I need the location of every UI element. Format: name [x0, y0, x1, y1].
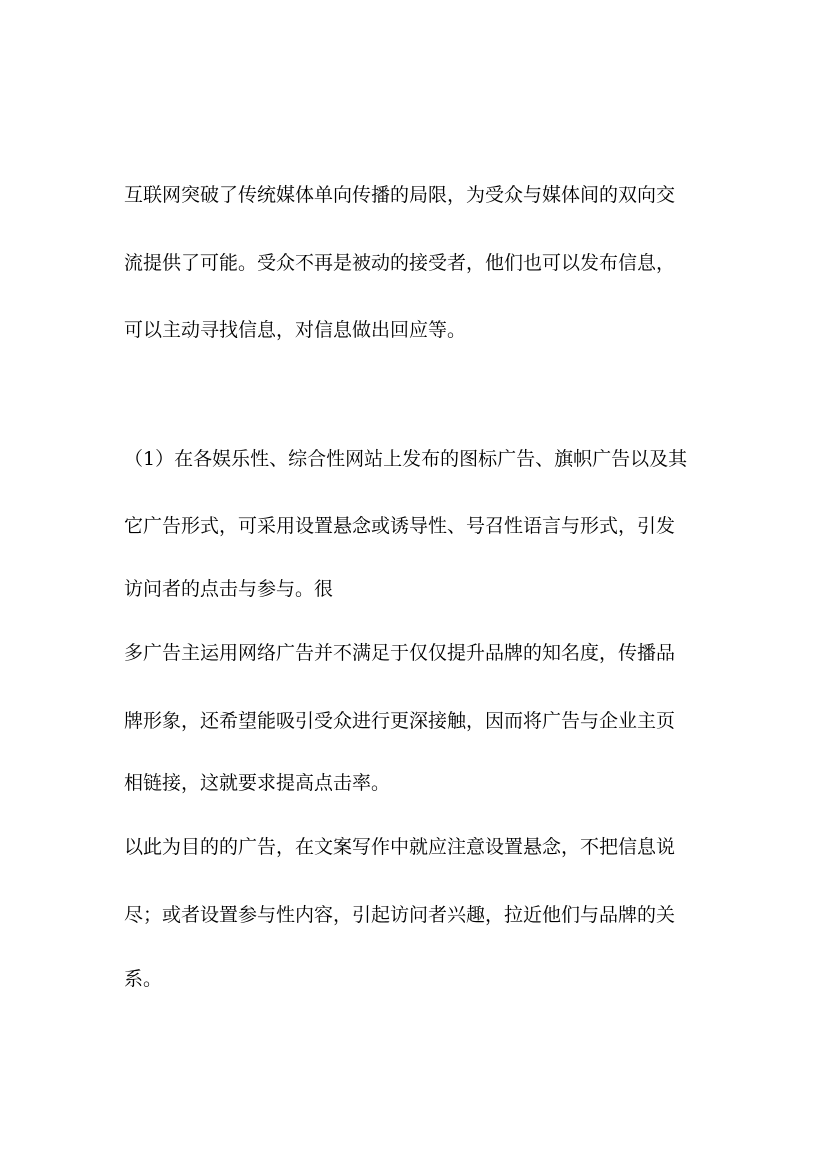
paragraph-line: 相链接，这就要求提高点击率。 — [124, 772, 391, 794]
paragraph-line: 以此为目的的广告，在文案写作中就应注意设置悬念，不把信息说 — [124, 836, 676, 858]
paragraph-line: 牌形象，还希望能吸引受众进行更深接触，因而将广告与企业主页 — [124, 710, 676, 732]
paragraph-line: 多广告主运用网络广告并不满足于仅仅提升品牌的知名度，传播品 — [124, 642, 676, 664]
paragraph-line: 可以主动寻找信息，对信息做出回应等。 — [124, 319, 467, 341]
paragraph-line: （1）在各娱乐性、综合性网站上发布的图标广告、旗帜广告以及其 — [124, 448, 688, 470]
paragraph-line: 流提供了可能。受众不再是被动的接受者，他们也可以发布信息， — [124, 252, 676, 274]
paragraph-line: 系。 — [124, 968, 163, 990]
paragraph-line: 它广告形式，可采用设置悬念或诱导性、号召性语言与形式，引发 — [124, 515, 676, 537]
paragraph-line: 访问者的点击与参与。很 — [124, 578, 334, 600]
paragraph-line: 尽；或者设置参与性内容，引起访问者兴趣，拉近他们与品牌的关 — [124, 904, 676, 926]
paragraph-line: 互联网突破了传统媒体单向传播的局限，为受众与媒体间的双向交 — [124, 184, 676, 206]
